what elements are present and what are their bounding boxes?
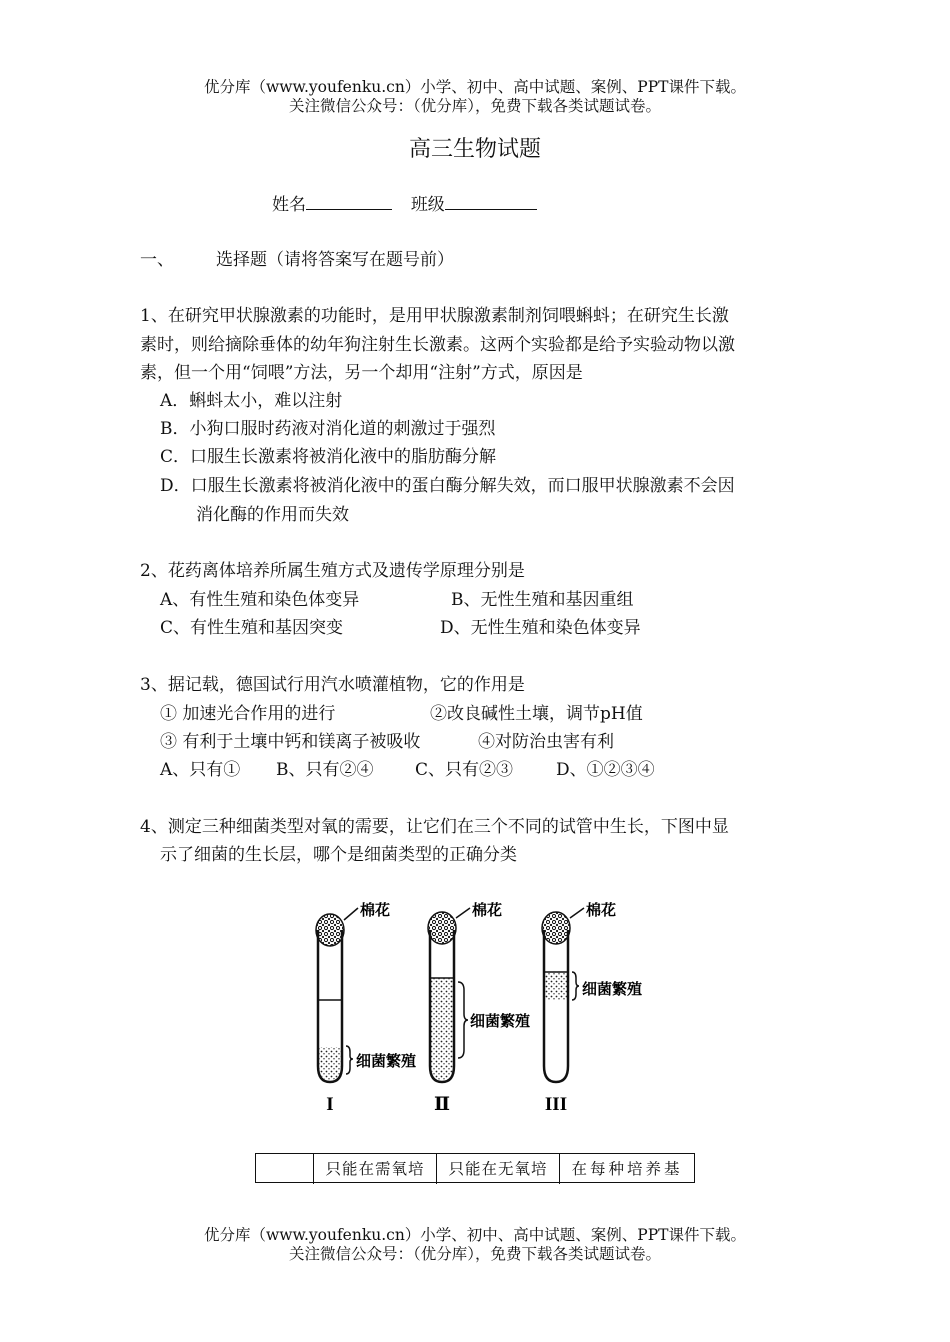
table-cell-3: 只能在无氧培 [437, 1154, 560, 1184]
q1-line-2: 素时，则给摘除垂体的幼年狗注射生长激素。这两个实验都是给予实验动物以激 [140, 335, 735, 355]
q1-option-d-line-1: D．口服生长激素将被消化液中的蛋白酶分解失效，而口服甲状腺激素不会因 [160, 476, 735, 496]
q1-line-3: 素，但一个用“饲喂”方法，另一个却用“注射”方式，原因是 [140, 363, 583, 383]
q3-option-c: C、只有②③ [415, 760, 514, 780]
tube-1 [316, 908, 358, 1082]
cotton-label-1: 棉花 [360, 901, 391, 919]
cotton-label-3: 棉花 [586, 901, 617, 919]
page-title: 高三生物试题 [408, 137, 541, 162]
q3-statement-2: ②改良碱性土壤，调节pH值 [430, 704, 643, 724]
tube-3 [542, 908, 584, 1082]
bacteria-label-2: 细菌繁殖 [470, 1012, 531, 1030]
footer-line-2: 关注微信公众号：（优分库），免费下载各类试题试卷。 [288, 1245, 661, 1263]
q1-option-d-line-2: 消化酶的作用而失效 [196, 505, 349, 525]
header-line-1: 优分库（www.youfenku.cn）小学、初中、高中试题、案例、PPT课件下载。 [203, 78, 747, 96]
name-label: 姓名 [272, 195, 306, 215]
q4-line-2: 示了细菌的生长层，哪个是细菌类型的正确分类 [160, 845, 517, 865]
q1-option-a: A．蝌蚪太小，难以注射 [160, 391, 343, 411]
tube-label-2: Ⅱ [433, 1093, 451, 1115]
bacteria-label-1: 细菌繁殖 [356, 1052, 417, 1070]
name-blank [306, 191, 392, 210]
test-tube-figure [300, 890, 660, 1120]
table-cell-4: 在每种培养基 [571, 1160, 683, 1178]
q2-option-b: B、无性生殖和基因重组 [451, 590, 634, 610]
tube-label-1: I [326, 1094, 334, 1115]
class-label: 班级 [410, 195, 445, 215]
q3-statement-3: ③ 有利于土壤中钙和镁离子被吸收 [160, 732, 421, 752]
bacteria-label-3: 细菌繁殖 [582, 980, 643, 998]
q2-option-d: D、无性生殖和染色体变异 [440, 618, 641, 638]
tube-label-3: III [544, 1094, 568, 1115]
section-number: 一、 [140, 250, 174, 270]
header-line-2: 关注微信公众号：（优分库），免费下载各类试题试卷。 [288, 97, 661, 115]
cotton-plug-2 [428, 912, 456, 944]
q3-stem: 3、据记载，德国试行用汽水喷灌植物，它的作用是 [140, 675, 525, 695]
cotton-plug-3 [542, 912, 570, 944]
q1-option-b: B．小狗口服时药液对消化道的刺激过于强烈 [160, 419, 496, 439]
q3-option-a: A、只有① [160, 760, 241, 780]
q2-stem: 2、花药离体培养所属生殖方式及遗传学原理分别是 [140, 561, 525, 581]
table-cell-1 [256, 1154, 314, 1184]
q1-option-c: C．口服生长激素将被消化液中的脂肪酶分解 [160, 447, 497, 467]
tube-2 [428, 908, 470, 1082]
answer-table [255, 1153, 695, 1183]
q3-option-d: D、①②③④ [556, 760, 655, 780]
cotton-plug-1 [316, 914, 344, 946]
q2-option-c: C、有性生殖和基因突变 [160, 618, 344, 638]
section-title: 选择题（请将答案写在题号前） [216, 250, 454, 270]
name-class-row [272, 190, 537, 215]
table-cell-2: 只能在需氧培 [314, 1154, 437, 1184]
class-blank [445, 191, 537, 210]
q3-statement-4: ④对防治虫害有利 [478, 732, 614, 752]
q3-statement-1: ① 加速光合作用的进行 [160, 704, 336, 724]
q4-line-1: 4、测定三种细菌类型对氧的需要，让它们在三个不同的试管中生长，下图中显 [140, 817, 729, 837]
footer-line-1: 优分库（www.youfenku.cn）小学、初中、高中试题、案例、PPT课件下载。 [203, 1226, 747, 1244]
q2-option-a: A、有性生殖和染色体变异 [160, 590, 360, 610]
cotton-label-2: 棉花 [472, 901, 503, 919]
q3-option-b: B、只有②④ [276, 760, 374, 780]
q1-line-1: 1、在研究甲状腺激素的功能时，是用甲状腺激素制剂饲喂蝌蚪；在研究生长激 [140, 306, 729, 326]
